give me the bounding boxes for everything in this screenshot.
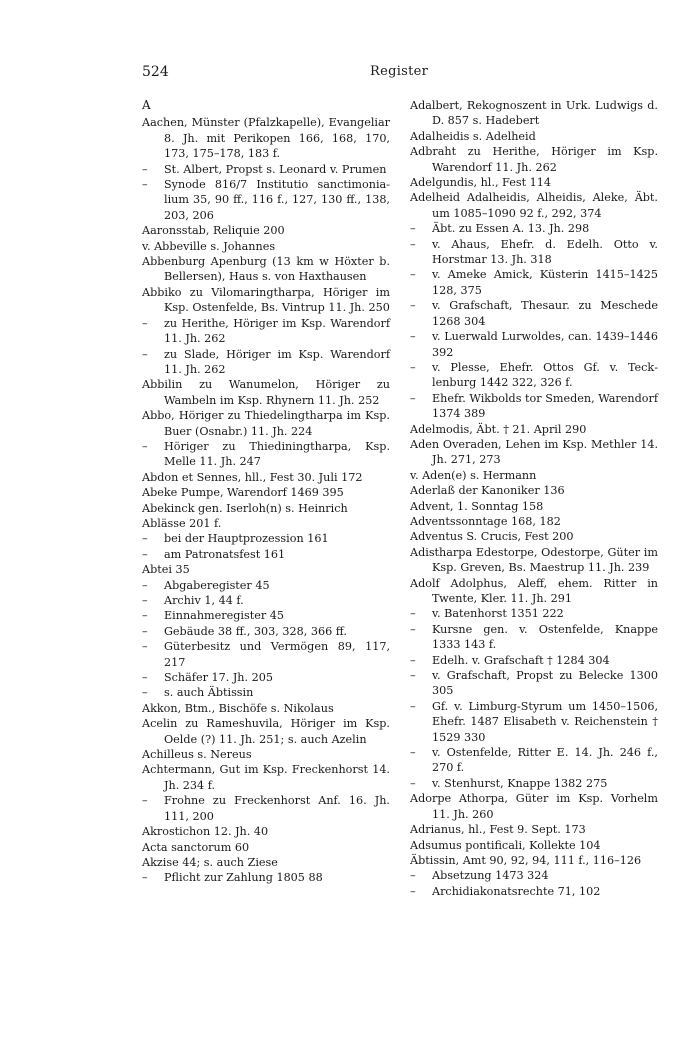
entry-text: Adolf Adolphus, Aleff, ehem. Ritter in Twente, Kler. 11. Jh. 291 [410,576,658,605]
index-subentry [142,347,390,378]
index-entry [142,470,390,485]
index-subentry [142,439,390,470]
entry-text: Abdon et Sennes, hll., Fest 30. Juli 172 [142,470,363,484]
index-subentry [142,670,390,685]
entry-text: Adalheidis s. Adelheid [410,129,536,143]
entry-text: v. Batenhorst 1351 222 [432,607,564,621]
entry-text: Adrianus, hl., Fest 9. Sept. 173 [410,823,586,837]
index-entry [410,576,658,607]
index-subentry [410,699,658,745]
index-column-left [142,98,390,886]
entry-text: Adelmodis, Äbt. † 21. April 290 [410,422,587,436]
index-subentry [410,668,658,699]
entry-text: Gebäude 38 ff., 303, 328, 366 ff. [164,624,347,638]
index-column-right [410,98,658,899]
entry-text: bei der Hauptprozession 161 [164,532,329,546]
index-entry [410,514,658,529]
index-entry [142,285,390,316]
index-entry [142,239,390,254]
subentry-dash: – [410,653,416,667]
entry-text: am Patronatsfest 161 [164,547,286,561]
index-subentry [142,870,390,885]
subentry-dash: – [142,671,148,685]
entry-text: Abeke Pumpe, Warendorf 1469 395 [142,486,344,500]
entry-text: St. Albert, Propst s. Leonard v. Prumen [164,162,387,176]
subentry-dash: – [142,162,148,176]
index-entry [410,175,658,190]
entry-text: Edelh. v. Grafschaft † 1284 304 [432,653,610,667]
entry-text: Absetzung 1473 324 [432,869,549,883]
subentry-dash: – [142,594,148,607]
subentry-dash: – [142,871,148,885]
entry-text: Adsumus pontificali, Kollekte 104 [410,838,601,852]
index-subentry [142,177,390,223]
index-entry [142,223,390,238]
index-subentry [410,776,658,791]
subentry-dash: – [410,622,416,636]
subentry-dash: – [410,268,416,282]
subentry-dash: – [410,299,416,313]
index-entry [142,377,390,408]
index-subentry [410,237,658,268]
index-entry [410,483,658,498]
index-subentry [410,622,658,653]
index-entry [142,824,390,839]
entry-text: v. Ahaus, Ehefr. d. Edelh. Otto v. Horstmar 13. Jh. 318 [432,237,658,267]
entry-text: Adelheid Adalheidis, Alheidis, Aleke, Äbt. um 1085–1090 92 f., 292, 374 [410,191,658,220]
index-subentry [142,316,390,347]
index-entry [410,822,658,837]
subentry-dash: – [142,578,148,592]
entry-text: v. Aden(e) s. Hermann [410,468,537,482]
index-entry [410,468,658,483]
index-entry [142,840,390,855]
index-entry [142,408,390,439]
entry-text: Gf. v. Limburg-Styrum um 1450–1506, Ehefr. 1487 Elisabeth v. Reichenstein † 1529 330 [432,699,658,744]
entry-text: v. Plesse, Ehefr. Ottos Gf. v. Tecklenburg 1442 322, 326 f. [432,360,658,390]
subentry-dash: – [410,330,416,344]
index-subentry [142,685,390,700]
subentry-dash: – [410,237,416,251]
entry-text: Kursne gen. v. Ostenfelde, Knappe 1333 143 f. [432,622,658,652]
subentry-dash: – [142,316,148,330]
index-subentry [142,547,390,562]
index-entry [142,701,390,716]
index-subentry [410,745,658,776]
entry-text: Adelgundis, hl., Fest 114 [410,176,551,190]
index-subentry [142,578,390,593]
entry-text: Adventus S. Crucis, Fest 200 [410,530,574,544]
subentry-dash: – [142,794,148,808]
entry-text: Aden Overaden, Lehen im Ksp. Methler 14. Jh. 271, 273 [410,437,658,467]
subentry-dash: – [410,669,416,683]
page-number: 524 [142,64,169,80]
entry-text: Advent, 1. Sonntag 158 [410,499,544,513]
entry-text: Archidiakonatsrechte 71, 102 [432,884,601,898]
subentry-dash: – [142,686,148,700]
entry-text: Abbenburg Apenburg (13 km w Höxter b. Bellersen), Haus s. von Haxthausen [142,255,390,284]
entry-text: Abbilin zu Wanumelon, Höriger zu Wambeln im Ksp. Rhynern 11. Jh. 252 [142,378,390,407]
index-entry [142,716,390,747]
index-subentry [410,298,658,329]
index-subentry [410,606,658,621]
entry-text: Abekinck gen. Iserloh(n) s. Heinrich [142,501,348,515]
index-subentry [142,624,390,639]
entry-text: Abbiko zu Vilomaringtharpa, Höriger im Ksp. Ostenfelde, Bs. Vintrup 11. Jh. 250 [142,285,390,315]
index-subentry [410,221,658,236]
index-subentry [142,639,390,670]
entry-text: Akzise 44; s. auch Ziese [142,855,278,869]
index-entries-left [142,115,390,885]
running-title: Register [370,64,429,79]
entry-text: Adorpe Athorpa, Güter im Ksp. Vorhelm 11. Jh. 260 [410,792,658,821]
index-subentry [142,608,390,623]
index-entries-right [410,98,658,899]
entry-text: Schäfer 17. Jh. 205 [164,671,273,685]
index-entry [142,254,390,285]
index-subentry [142,593,390,608]
entry-text: Akrostichon 12. Jh. 40 [142,825,269,839]
subentry-dash: – [410,884,416,898]
subentry-dash: – [410,699,416,713]
index-entry [142,115,390,161]
subentry-dash: – [410,776,416,790]
subentry-dash: – [410,869,416,883]
entry-text: Einnahmeregister 45 [164,609,284,623]
entry-text: Akkon, Btm., Bischöfe s. Nikolaus [142,701,334,715]
entry-text: Ehefr. Wikbolds tor Smeden, Warendorf 1374 389 [432,391,658,421]
entry-text: Adalbert, Rekognoszent in Urk. Ludwigs d. D. 857 s. Hadebert [410,99,658,128]
entry-text: Ablässe 201 f. [142,516,222,530]
index-entry [142,516,390,531]
subentry-dash: – [142,547,148,561]
index-entry [410,853,658,868]
subentry-dash: – [410,607,416,621]
index-entry [142,747,390,762]
subentry-dash: – [142,640,148,654]
subentry-dash: – [410,222,416,236]
subentry-dash: – [142,347,148,361]
index-entry [142,562,390,577]
entry-text: v. Luerwald Lurwoldes, can. 1439–1446 392 [432,330,658,359]
entry-text: Aachen, Münster (Pfalzkapelle), Evangeliar 8. Jh. mit Perikopen 166, 168, 170, 173, 175–178, 183 f. [142,116,390,161]
index-entry [142,485,390,500]
entry-text: Äbtissin, Amt 90, 92, 94, 111 f., 116–126 [410,853,642,867]
subentry-dash: – [142,532,148,546]
index-entry [410,98,658,129]
subentry-dash: – [142,178,148,192]
index-entry [410,545,658,576]
entry-text: Acelin zu Rameshuvila, Höriger im Ksp. Oelde (?) 11. Jh. 251; s. auch Azelin [142,717,390,746]
subentry-dash: – [142,624,148,638]
index-subentry [410,267,658,298]
index-subentry [410,391,658,422]
entry-text: v. Ameke Amick, Küsterin 1415–1425 128, 375 [432,268,658,297]
entry-text: v. Ostenfelde, Ritter E. 14. Jh. 246 f., 270 f. [432,746,658,775]
index-entry [410,422,658,437]
entry-text: Pflicht zur Zahlung 1805 88 [164,871,323,885]
section-letter: A [142,98,151,112]
entry-text: Güterbesitz und Vermögen 89, 117, 217 [164,640,390,669]
entry-text: Aaronsstab, Reliquie 200 [142,224,285,238]
index-entry [410,437,658,468]
index-subentry [410,868,658,883]
index-entry [410,529,658,544]
index-subentry [410,360,658,391]
index-entry [410,144,658,175]
entry-text: s. auch Äbtissin [164,686,254,700]
subentry-dash: – [142,439,148,453]
index-entry [410,129,658,144]
entry-text: v. Stenhurst, Knappe 1382 275 [432,776,608,790]
index-subentry [410,884,658,899]
entry-text: Achtermann, Gut im Ksp. Freckenhorst 14. Jh. 234 f. [142,763,390,792]
entry-text: Achilleus s. Nereus [142,748,252,762]
entry-text: Höriger zu Thiediningtharpa, Ksp. Melle 11. Jh. 247 [164,439,390,469]
index-entry [410,791,658,822]
index-entry [142,762,390,793]
index-entry [410,499,658,514]
entry-text: v. Abbeville s. Johannes [142,239,276,253]
entry-text: Archiv 1, 44 f. [164,594,244,607]
index-subentry [142,531,390,546]
entry-text: v. Grafschaft, Thesaur. zu Meschede 1268 304 [432,299,658,328]
index-subentry [142,793,390,824]
index-entry [142,501,390,516]
subentry-dash: – [142,609,148,623]
entry-text: Acta sanctorum 60 [142,840,250,854]
entry-text: Abgaberegister 45 [164,578,270,592]
entry-text: Synode 816/7 Institutio sanctimonialium 35, 90 ff., 116 f., 127, 130 ff., 138, 203, 206 [164,178,390,222]
entry-text: Abtei 35 [142,563,190,577]
entry-text: v. Grafschaft, Propst zu Belecke 1300 305 [432,669,658,698]
index-entry [142,855,390,870]
entry-text: Abbo, Höriger zu Thiedelingtharpa im Ksp. Buer (Osnabr.) 11. Jh. 224 [142,409,390,438]
index-subentry [410,329,658,360]
entry-text: Adventssonntage 168, 182 [410,514,561,528]
entry-text: zu Slade, Höriger im Ksp. Warendorf 11. Jh. 262 [164,347,390,376]
subentry-dash: – [410,360,416,374]
subentry-dash: – [410,391,416,405]
entry-text: Äbt. zu Essen A. 13. Jh. 298 [432,222,590,236]
entry-text: zu Herithe, Höriger im Ksp. Warendorf 11. Jh. 262 [164,316,390,346]
entry-text: Aderlaß der Kanoniker 136 [410,484,565,498]
index-entry [410,838,658,853]
entry-text: Adistharpa Edestorpe, Odestorpe, Güter im Ksp. Greven, Bs. Maestrup 11. Jh. 239 [410,545,658,575]
subentry-dash: – [410,746,416,760]
index-subentry [410,653,658,668]
index-subentry [142,162,390,177]
entry-text: Frohne zu Freckenhorst Anf. 16. Jh. 111, 200 [164,794,390,823]
index-entry [410,190,658,221]
entry-text: Adbraht zu Herithe, Höriger im Ksp. Warendorf 11. Jh. 262 [410,145,658,174]
